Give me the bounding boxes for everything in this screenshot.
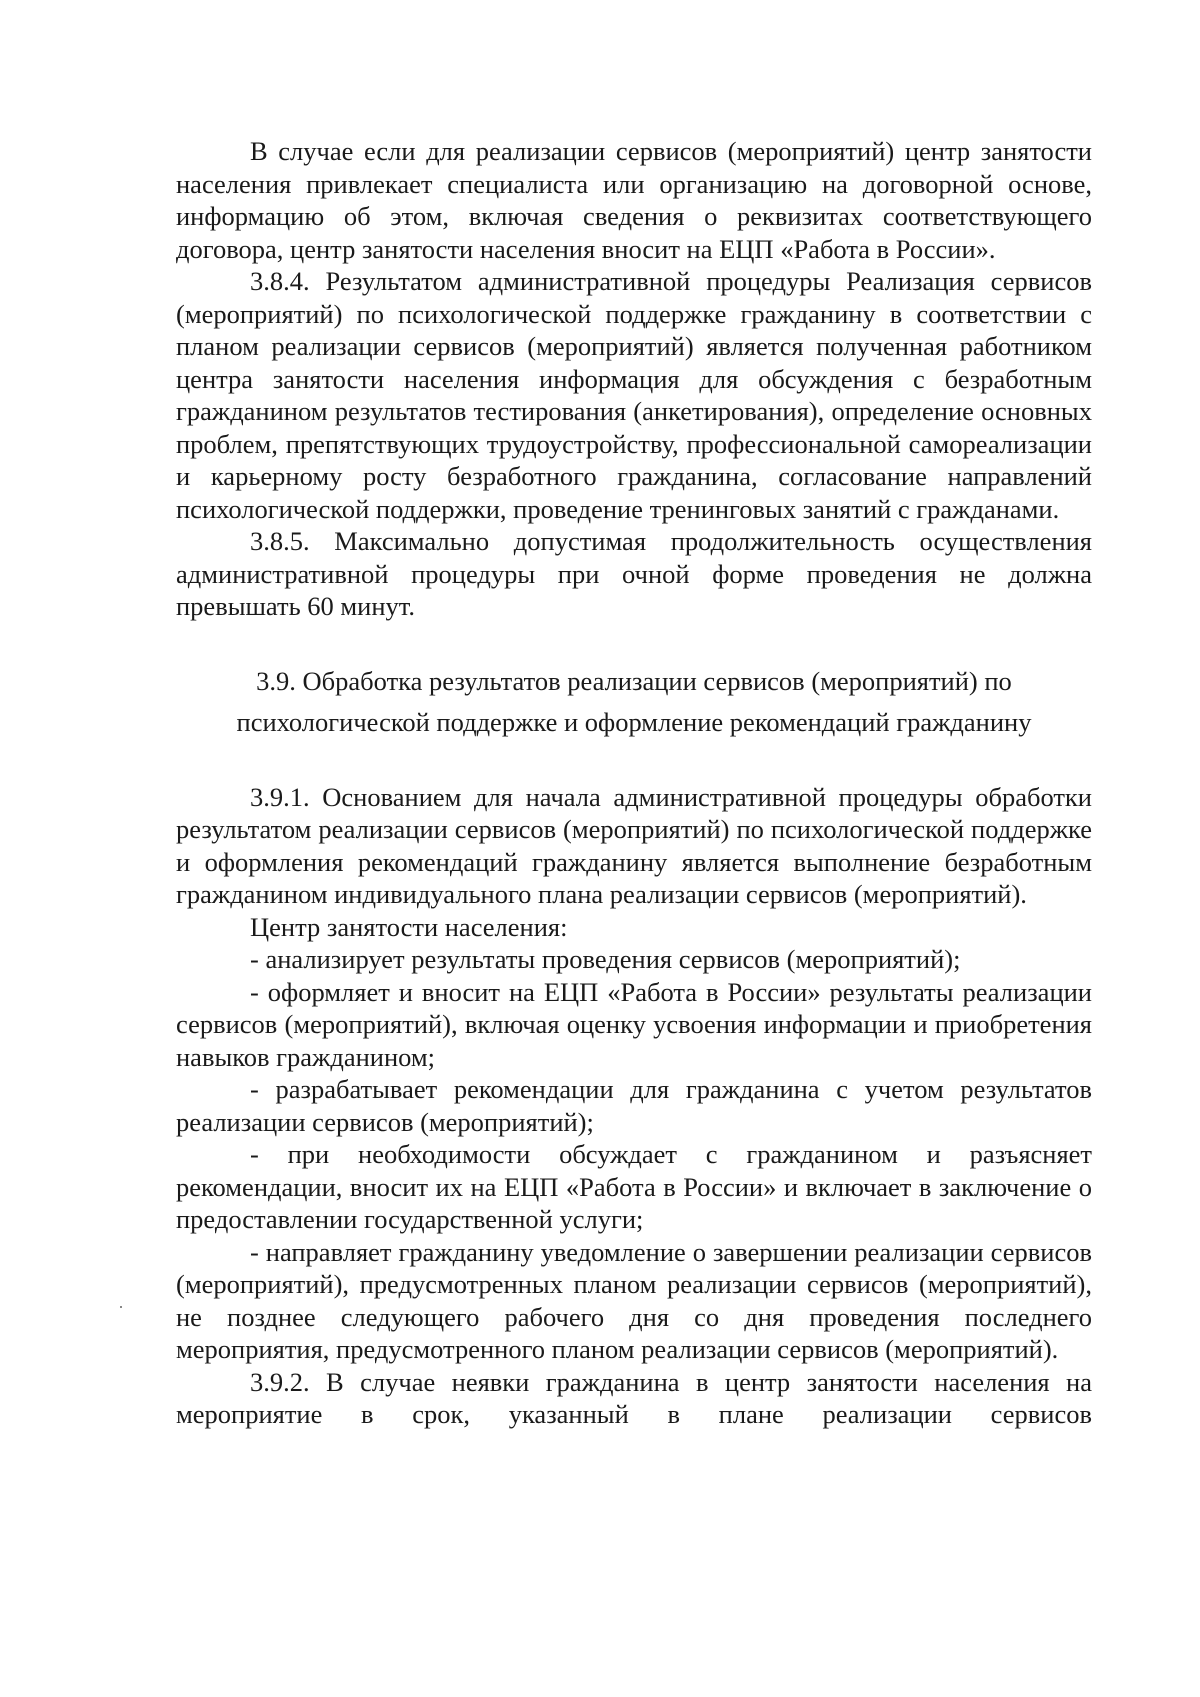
list-item-analyzes: - анализирует результаты проведения сервисов (мероприятий);: [250, 944, 961, 974]
list-item-sends-notification: - направляет гражданину уведомление о завершении реализации сервисов (мероприятий), предусмотренных планом реализации сервисов (мероприятий), не позднее следующего рабочего дня со дня проведения последнего мероприятия, предусмотренного планом реализации сервисов (мероприятий).: [176, 1236, 1092, 1364]
paragraph-contract-info: В случае если для реализации сервисов (мероприятий) центр занятости населения привлекает специалиста или организацию на договорной основе, информацию об этом, включая сведения о реквизитах соответствующего договора, центр занятости населения вносит на ЕЦП «Работа в России».: [176, 136, 1092, 264]
section-heading-line-2: психологической поддержке и оформление рекомендаций гражданину: [236, 706, 1032, 737]
scan-artifact-dot: [120, 1306, 122, 1308]
section-heading-line-1: 3.9. Обработка результатов реализации сервисов (мероприятий) по: [256, 665, 1012, 696]
paragraph-3-9-1: 3.9.1. Основанием для начала административной процедуры обработки результатом реализации сервисов (мероприятий) по психологической поддержке и оформления рекомендаций гражданину является выполнение безработным гражданином индивидуального плана реализации сервисов (мероприятий).: [176, 781, 1092, 909]
paragraph-3-8-5: 3.8.5. Максимально допустимая продолжительность осуществления административной процедуры при очной форме проведения не должна превышать 60 минут.: [176, 526, 1092, 621]
list-item-records-results: - оформляет и вносит на ЕЦП «Работа в России» результаты реализации сервисов (мероприятий), включая оценку усвоения информации и приобретения навыков гражданином;: [176, 976, 1092, 1072]
paragraph-3-8-4: 3.8.4. Результатом административной процедуры Реализация сервисов (мероприятий) по психологической поддержке гражданину в соответствии с планом реализации сервисов (мероприятий) является полученная работником центра занятости населения информация для обсуждения с безработным гражданином результатов тестирования (анкетирования), определение основных проблем, препятствующих трудоустройству, профессиональной самореализации и карьерному росту безработного гражданина, согласование направлений психологической поддержки, проведение тренинговых занятий с гражданами.: [176, 266, 1092, 524]
list-item-develops-recommendations: - разрабатывает рекомендации для гражданина с учетом результатов реализации сервисов (мероприятий);: [176, 1074, 1092, 1137]
document-body: [176, 135, 1092, 1431]
paragraph-3-9-2: 3.9.2. В случае неявки гражданина в центр занятости населения на мероприятие в срок, указанный в плане реализации сервисов: [176, 1366, 1092, 1429]
list-item-discusses-recommendations: - при необходимости обсуждает с гражданином и разъясняет рекомендации, вносит их на ЕЦП «Работа в России» и включает в заключение о предоставлении государственной услуги;: [176, 1139, 1092, 1234]
paragraph-center-intro: Центр занятости населения:: [250, 911, 568, 942]
section-heading-3-9: [176, 661, 1092, 743]
